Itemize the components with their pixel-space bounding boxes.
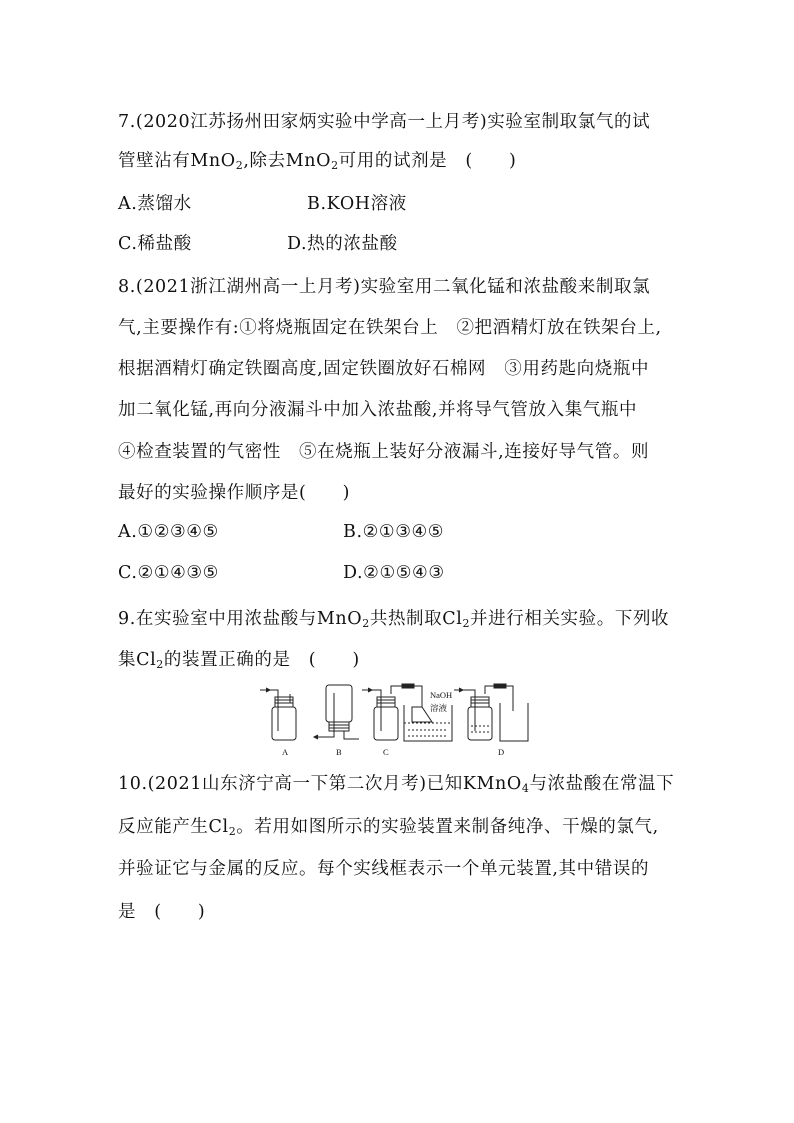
label-d: D xyxy=(498,747,505,757)
q8-line-6: 最好的实验操作顺序是( ) xyxy=(118,483,351,503)
q9-text: 共热制取Cl xyxy=(369,609,463,629)
q8-line-3: 根据酒精灯确定铁圈高度,固定铁圈放好石棉网 ③用药匙向烧瓶中 xyxy=(118,359,650,379)
apparatus-b xyxy=(314,685,359,739)
q7-line-2 xyxy=(118,147,516,172)
q8-option-c: C.②①④③⑤ xyxy=(118,563,219,583)
subscript: 2 xyxy=(362,617,370,630)
subscript: 2 xyxy=(462,617,471,630)
q8-line-5: ④检查装置的气密性 ⑤在烧瓶上装好分液漏斗,连接好导气管。则 xyxy=(118,442,650,462)
q10-text: 。若用如图所示的实验装置来制备纯净、干燥的氯气, xyxy=(236,817,659,837)
apparatus-a xyxy=(260,688,296,740)
q8-option-b: B.②①③④⑤ xyxy=(343,522,445,542)
q7-line-1: 7.(2020江苏扬州田家炳实验中学高一上月考)实验室制取氯气的试 xyxy=(118,112,651,132)
q9-line-1 xyxy=(118,605,669,630)
q10-text: 10.(2021山东济宁高一下第二次月考)已知KMnO xyxy=(118,774,522,794)
subscript: 2 xyxy=(156,658,164,671)
q9-text: 并进行相关实验。下列收 xyxy=(470,609,670,629)
q7-text: 管壁沾有MnO xyxy=(118,151,236,171)
q9-text: 集Cl xyxy=(118,650,157,670)
q8-option-d: D.②①⑤④③ xyxy=(343,563,445,583)
q9-text: 9.在实验室中用浓盐酸与MnO xyxy=(118,609,363,629)
q7-option-a: A.蒸馏水 xyxy=(118,194,192,214)
subscript: 4 xyxy=(521,782,530,795)
q10-line-3: 并验证它与金属的反应。每个实线框表示一个单元装置,其中错误的 xyxy=(118,859,650,879)
q10-text: 反应能产生Cl xyxy=(118,817,229,837)
solution-label: 溶液 xyxy=(430,703,448,713)
q10-line-2 xyxy=(118,813,659,838)
q10-text: 与浓盐酸在常温下 xyxy=(529,774,675,794)
label-c: C xyxy=(383,747,389,757)
gas-collection-apparatus-figure xyxy=(258,681,530,759)
q10-line-1 xyxy=(118,770,674,795)
q7-text: ,除去MnO xyxy=(243,151,332,171)
label-a: A xyxy=(282,747,289,757)
subscript: 2 xyxy=(235,159,244,172)
naoh-label: NaOH xyxy=(430,690,453,700)
q8-line-1: 8.(2021浙江湖州高一上月考)实验室用二氧化锰和浓盐酸来制取氯 xyxy=(118,277,651,297)
q7-text: 可用的试剂是 ( ) xyxy=(338,151,517,171)
q9-line-2 xyxy=(118,646,360,671)
q7-option-d: D.热的浓盐酸 xyxy=(287,234,398,254)
q10-line-4: 是 ( ) xyxy=(118,902,206,922)
q8-line-2: 气,主要操作有:①将烧瓶固定在铁架台上 ②把酒精灯放在铁架台上, xyxy=(118,318,662,338)
label-b: B xyxy=(336,747,342,757)
subscript: 2 xyxy=(228,825,237,838)
q7-option-c: C.稀盐酸 xyxy=(118,234,192,254)
q9-text: 的装置正确的是 ( ) xyxy=(163,650,360,670)
q8-option-a: A.①②③④⑤ xyxy=(118,522,219,542)
subscript: 2 xyxy=(331,159,339,172)
q7-option-b: B.KOH溶液 xyxy=(307,194,407,214)
q8-line-4: 加二氧化锰,再向分液漏斗中加入浓盐酸,并将导气管放入集气瓶中 xyxy=(118,400,638,420)
apparatus-d xyxy=(454,684,528,741)
